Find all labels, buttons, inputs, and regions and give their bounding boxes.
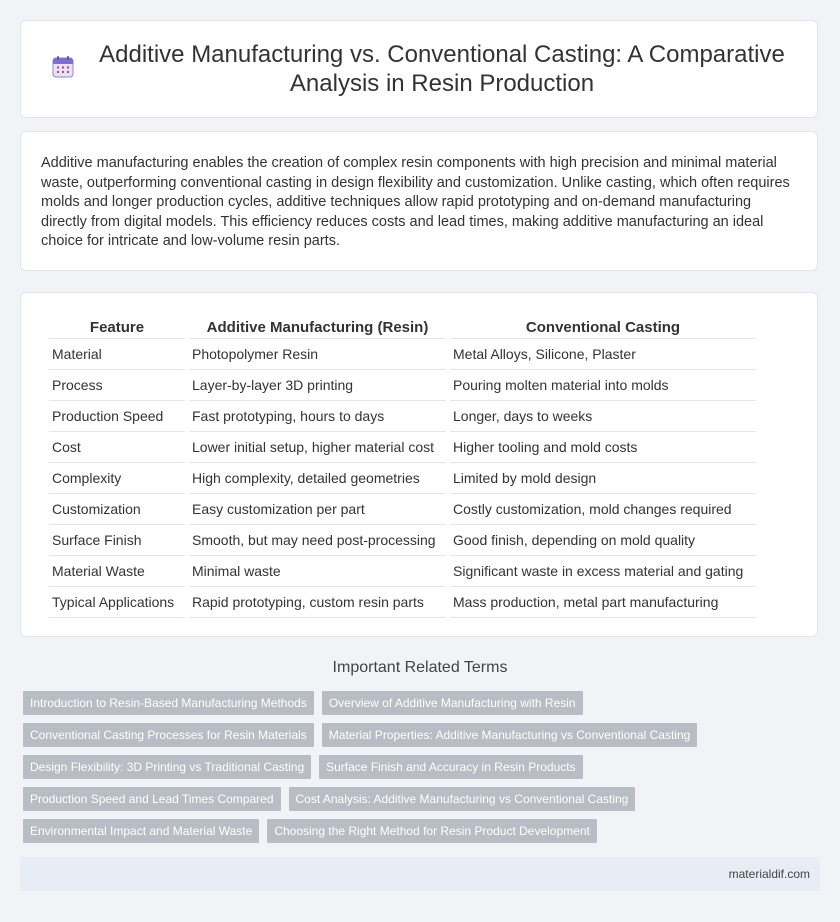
casting-cell: Limited by mold design xyxy=(450,463,756,494)
related-term-tag[interactable]: Introduction to Resin-Based Manufacturing Methods xyxy=(23,691,314,715)
feature-cell: Material xyxy=(49,339,185,370)
header-card xyxy=(20,20,818,118)
column-header-casting: Conventional Casting xyxy=(450,314,756,339)
feature-cell: Customization xyxy=(49,494,185,525)
casting-cell: Good finish, depending on mold quality xyxy=(450,525,756,556)
casting-cell: Metal Alloys, Silicone, Plaster xyxy=(450,339,756,370)
feature-cell: Production Speed xyxy=(49,401,185,432)
additive-cell: Rapid prototyping, custom resin parts xyxy=(189,587,446,618)
casting-cell: Costly customization, mold changes required xyxy=(450,494,756,525)
additive-cell: Fast prototyping, hours to days xyxy=(189,401,446,432)
casting-cell: Mass production, metal part manufacturing xyxy=(450,587,756,618)
related-term-tag[interactable]: Overview of Additive Manufacturing with Resin xyxy=(322,691,583,715)
additive-cell: Lower initial setup, higher material cost xyxy=(189,432,446,463)
casting-cell: Longer, days to weeks xyxy=(450,401,756,432)
feature-cell: Material Waste xyxy=(49,556,185,587)
tag-row xyxy=(23,691,813,715)
related-term-tag[interactable]: Choosing the Right Method for Resin Product Development xyxy=(267,819,597,843)
additive-cell: Photopolymer Resin xyxy=(189,339,446,370)
feature-cell: Typical Applications xyxy=(49,587,185,618)
table-row xyxy=(49,494,756,525)
casting-cell: Significant waste in excess material and gating xyxy=(450,556,756,587)
tag-row xyxy=(23,723,813,747)
table-row xyxy=(49,587,756,618)
casting-cell: Pouring molten material into molds xyxy=(450,370,756,401)
table-row xyxy=(49,339,756,370)
related-term-tag[interactable]: Production Speed and Lead Times Compared xyxy=(23,787,281,811)
intro-paragraph: Additive manufacturing enables the creation of complex resin components with high precision and minimal material waste, outperforming conventional casting in design flexibility and customization. Unlike casting, which often requires molds and longer production cycles, additive techniques allow rapid prototyping and on-demand manufacturing directly from digital models. This efficiency reduces costs and lead times, making additive manufacturing an ideal choice for intricate and low-volume resin parts. xyxy=(41,155,790,249)
calendar-icon xyxy=(51,55,75,79)
table-row xyxy=(49,432,756,463)
related-terms-heading: Important Related Terms xyxy=(332,659,508,676)
footer xyxy=(20,857,820,891)
table-row xyxy=(49,463,756,494)
tag-row xyxy=(23,755,813,779)
column-header-feature: Feature xyxy=(49,314,185,339)
column-header-additive: Additive Manufacturing (Resin) xyxy=(189,314,446,339)
comparison-table xyxy=(45,314,760,618)
footer-site-link[interactable]: materialdif.com xyxy=(728,867,810,881)
related-terms-list xyxy=(23,691,813,851)
table-row xyxy=(49,556,756,587)
feature-cell: Process xyxy=(49,370,185,401)
page-title: Additive Manufacturing vs. Conventional Casting: A Comparative Analysis in Resin Production xyxy=(99,41,785,97)
additive-cell: High complexity, detailed geometries xyxy=(189,463,446,494)
feature-cell: Cost xyxy=(49,432,185,463)
feature-cell: Surface Finish xyxy=(49,525,185,556)
related-term-tag[interactable]: Conventional Casting Processes for Resin Materials xyxy=(23,723,314,747)
additive-cell: Smooth, but may need post-processing xyxy=(189,525,446,556)
table-row xyxy=(49,370,756,401)
tag-row xyxy=(23,787,813,811)
related-term-tag[interactable]: Cost Analysis: Additive Manufacturing vs Conventional Casting xyxy=(289,787,636,811)
additive-cell: Layer-by-layer 3D printing xyxy=(189,370,446,401)
related-term-tag[interactable]: Environmental Impact and Material Waste xyxy=(23,819,259,843)
related-term-tag[interactable]: Design Flexibility: 3D Printing vs Traditional Casting xyxy=(23,755,311,779)
related-term-tag[interactable]: Material Properties: Additive Manufacturing vs Conventional Casting xyxy=(322,723,698,747)
table-row xyxy=(49,525,756,556)
comparison-table-card xyxy=(20,292,818,637)
additive-cell: Minimal waste xyxy=(189,556,446,587)
tag-row xyxy=(23,819,813,843)
feature-cell: Complexity xyxy=(49,463,185,494)
intro-card xyxy=(20,131,818,271)
casting-cell: Higher tooling and mold costs xyxy=(450,432,756,463)
related-term-tag[interactable]: Surface Finish and Accuracy in Resin Products xyxy=(319,755,582,779)
additive-cell: Easy customization per part xyxy=(189,494,446,525)
table-row xyxy=(49,401,756,432)
table-header-row xyxy=(49,314,756,339)
